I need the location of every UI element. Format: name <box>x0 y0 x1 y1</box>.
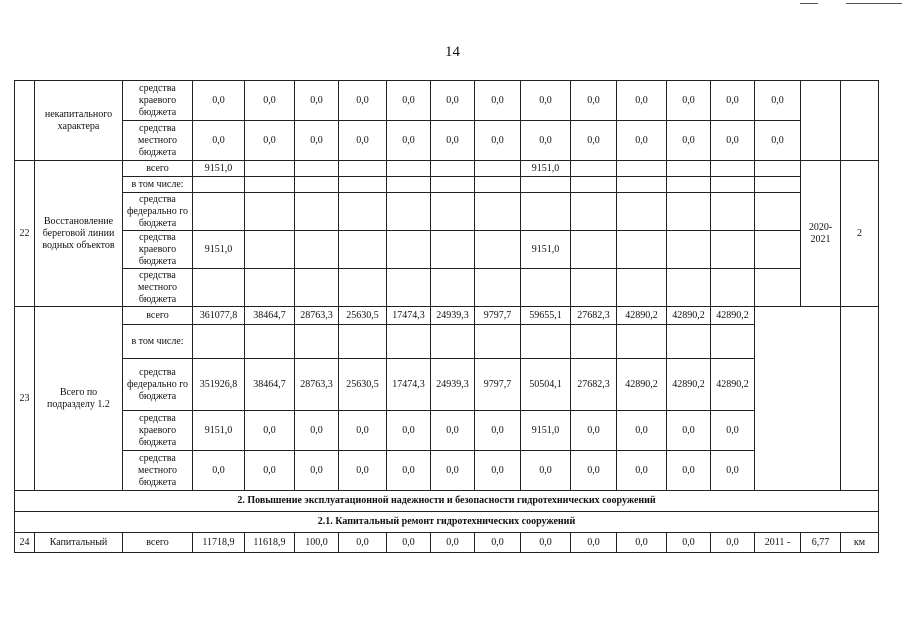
funding-source: средства местного бюджета <box>123 121 193 161</box>
value-cell <box>387 325 431 359</box>
value-cell: 42890,2 <box>667 359 711 411</box>
value-cell: 0,0 <box>617 451 667 491</box>
value-cell <box>387 193 431 231</box>
value-cell: 27682,3 <box>571 359 617 411</box>
value-cell <box>245 325 295 359</box>
value-cell <box>339 177 387 193</box>
page-number: 14 <box>445 44 460 60</box>
funding-source: в том числе: <box>123 177 193 193</box>
value-cell: 0,0 <box>339 81 387 121</box>
value-cell: 0,0 <box>521 81 571 121</box>
value-cell <box>667 161 711 177</box>
value-cell: 0,0 <box>617 533 667 553</box>
value-cell <box>711 161 755 177</box>
value-cell <box>295 269 339 307</box>
table-row <box>15 231 879 269</box>
value-cell: 0,0 <box>521 121 571 161</box>
value-cell <box>245 231 295 269</box>
value-cell: 38464,7 <box>245 359 295 411</box>
table-row <box>15 325 879 359</box>
value-cell <box>521 269 571 307</box>
row-number: 23 <box>15 307 35 491</box>
row-name: Капитальный <box>35 533 123 553</box>
period-cell: 2011 - <box>755 533 801 553</box>
table-row <box>15 359 879 411</box>
value-cell: 0,0 <box>431 533 475 553</box>
value-cell <box>571 161 617 177</box>
value-cell <box>667 325 711 359</box>
section-header-row <box>15 512 879 533</box>
value-cell: 0,0 <box>295 121 339 161</box>
quantity-cell <box>841 81 879 161</box>
value-cell <box>431 177 475 193</box>
value-cell <box>711 177 755 193</box>
section-title: 2.1. Капитальный ремонт гидротехнических сооружений <box>15 512 879 533</box>
value-cell: 0,0 <box>617 121 667 161</box>
value-cell: 0,0 <box>339 533 387 553</box>
value-cell <box>667 269 711 307</box>
funding-source: всего <box>123 307 193 325</box>
value-cell <box>617 177 667 193</box>
value-cell: 0,0 <box>711 533 755 553</box>
value-cell <box>755 269 801 307</box>
value-cell <box>617 161 667 177</box>
quantity-cell <box>841 307 879 491</box>
value-cell <box>431 161 475 177</box>
value-cell: 11718,9 <box>193 533 245 553</box>
value-cell: 0,0 <box>571 121 617 161</box>
value-cell: 9151,0 <box>521 411 571 451</box>
funding-source: в том числе: <box>123 325 193 359</box>
value-cell: 9797,7 <box>475 307 521 325</box>
table-row <box>15 307 879 325</box>
value-cell <box>295 193 339 231</box>
value-cell: 42890,2 <box>667 307 711 325</box>
value-cell <box>339 193 387 231</box>
value-cell: 0,0 <box>387 451 431 491</box>
value-cell <box>295 231 339 269</box>
value-cell <box>617 269 667 307</box>
funding-source: средства краевого бюджета <box>123 81 193 121</box>
value-cell <box>571 325 617 359</box>
value-cell <box>755 231 801 269</box>
value-cell <box>431 269 475 307</box>
value-cell: 0,0 <box>667 121 711 161</box>
value-cell: 0,0 <box>431 81 475 121</box>
table-row <box>15 177 879 193</box>
value-cell: 0,0 <box>667 411 711 451</box>
value-cell: 17474,3 <box>387 307 431 325</box>
value-cell: 28763,3 <box>295 307 339 325</box>
value-cell: 0,0 <box>295 451 339 491</box>
value-cell: 0,0 <box>617 411 667 451</box>
period-cell <box>755 307 841 491</box>
value-cell <box>617 231 667 269</box>
value-cell: 0,0 <box>711 411 755 451</box>
value-cell: 0,0 <box>339 451 387 491</box>
value-cell: 0,0 <box>571 451 617 491</box>
value-cell: 0,0 <box>295 411 339 451</box>
value-cell: 0,0 <box>571 533 617 553</box>
value-cell <box>571 269 617 307</box>
value-cell: 0,0 <box>387 411 431 451</box>
value-cell <box>431 193 475 231</box>
funding-source: средства краевого бюджета <box>123 231 193 269</box>
funding-source: средства местного бюджета <box>123 269 193 307</box>
value-cell: 17474,3 <box>387 359 431 411</box>
value-cell: 11618,9 <box>245 533 295 553</box>
value-cell: 0,0 <box>387 533 431 553</box>
value-cell: 25630,5 <box>339 359 387 411</box>
value-cell: 42890,2 <box>617 359 667 411</box>
value-cell: 0,0 <box>711 121 755 161</box>
value-cell <box>387 231 431 269</box>
funding-source: средства федерально го бюджета <box>123 193 193 231</box>
value-cell: 0,0 <box>475 121 521 161</box>
value-cell: 0,0 <box>475 533 521 553</box>
table-row <box>15 451 879 491</box>
value-cell: 0,0 <box>571 81 617 121</box>
value-cell: 0,0 <box>387 81 431 121</box>
value-cell <box>339 161 387 177</box>
quantity-cell: 2 <box>841 161 879 307</box>
value-cell: 27682,3 <box>571 307 617 325</box>
value-cell: 28763,3 <box>295 359 339 411</box>
value-cell <box>245 161 295 177</box>
value-cell: 361077,8 <box>193 307 245 325</box>
value-cell <box>295 161 339 177</box>
value-cell <box>193 325 245 359</box>
value-cell: 0,0 <box>245 411 295 451</box>
value-cell: 0,0 <box>193 81 245 121</box>
value-cell: 0,0 <box>475 411 521 451</box>
value-cell: 25630,5 <box>339 307 387 325</box>
value-cell: 0,0 <box>667 451 711 491</box>
value-cell: 0,0 <box>711 81 755 121</box>
section-title: 2. Повышение эксплуатационной надежности и безопасности гидротехнических сооружений <box>15 491 879 512</box>
value-cell <box>193 177 245 193</box>
decorative-line <box>800 3 818 4</box>
value-cell <box>521 193 571 231</box>
value-cell <box>431 325 475 359</box>
value-cell <box>387 177 431 193</box>
value-cell <box>711 231 755 269</box>
quantity-cell: 6,77 <box>801 533 841 553</box>
value-cell: 100,0 <box>295 533 339 553</box>
value-cell <box>571 177 617 193</box>
row-name: некапитального характера <box>35 81 123 161</box>
value-cell: 351926,8 <box>193 359 245 411</box>
value-cell <box>475 177 521 193</box>
value-cell: 0,0 <box>245 81 295 121</box>
value-cell <box>755 177 801 193</box>
value-cell <box>711 325 755 359</box>
value-cell: 9797,7 <box>475 359 521 411</box>
row-number <box>15 81 35 161</box>
value-cell <box>667 231 711 269</box>
value-cell: 0,0 <box>475 451 521 491</box>
row-number: 22 <box>15 161 35 307</box>
value-cell <box>755 193 801 231</box>
value-cell: 0,0 <box>755 81 801 121</box>
table-row <box>15 121 879 161</box>
section-header-row <box>15 491 879 512</box>
value-cell: 0,0 <box>339 121 387 161</box>
value-cell <box>339 325 387 359</box>
value-cell <box>475 161 521 177</box>
value-cell <box>339 231 387 269</box>
funding-source: средства федерально го бюджета <box>123 359 193 411</box>
value-cell <box>667 177 711 193</box>
value-cell: 9151,0 <box>193 231 245 269</box>
value-cell <box>475 325 521 359</box>
value-cell: 9151,0 <box>193 411 245 451</box>
table-row <box>15 161 879 177</box>
value-cell: 9151,0 <box>521 161 571 177</box>
value-cell <box>755 161 801 177</box>
table-row <box>15 193 879 231</box>
value-cell <box>387 269 431 307</box>
value-cell <box>617 325 667 359</box>
value-cell: 0,0 <box>755 121 801 161</box>
value-cell: 9151,0 <box>193 161 245 177</box>
value-cell <box>475 269 521 307</box>
decorative-line <box>846 3 902 4</box>
value-cell: 0,0 <box>711 451 755 491</box>
value-cell: 59655,1 <box>521 307 571 325</box>
value-cell: 0,0 <box>571 411 617 451</box>
value-cell: 0,0 <box>245 121 295 161</box>
value-cell <box>617 193 667 231</box>
budget-table <box>14 80 879 553</box>
funding-source: всего <box>123 533 193 553</box>
value-cell: 42890,2 <box>711 359 755 411</box>
value-cell <box>571 231 617 269</box>
value-cell <box>295 325 339 359</box>
value-cell: 0,0 <box>431 451 475 491</box>
table-row <box>15 81 879 121</box>
value-cell: 42890,2 <box>711 307 755 325</box>
row-name: Всего по подразделу 1.2 <box>35 307 123 491</box>
period-cell <box>801 81 841 161</box>
value-cell <box>245 269 295 307</box>
value-cell <box>431 231 475 269</box>
value-cell <box>521 325 571 359</box>
value-cell: 0,0 <box>387 121 431 161</box>
value-cell <box>295 177 339 193</box>
value-cell: 50504,1 <box>521 359 571 411</box>
funding-source: средства местного бюджета <box>123 451 193 491</box>
row-name: Восстановление береговой линии водных объектов <box>35 161 123 307</box>
table-row <box>15 269 879 307</box>
value-cell: 9151,0 <box>521 231 571 269</box>
value-cell: 0,0 <box>193 451 245 491</box>
value-cell <box>667 193 711 231</box>
funding-source: средства краевого бюджета <box>123 411 193 451</box>
value-cell: 0,0 <box>667 533 711 553</box>
value-cell <box>711 193 755 231</box>
value-cell: 0,0 <box>475 81 521 121</box>
unit-cell: км <box>841 533 879 553</box>
value-cell: 0,0 <box>667 81 711 121</box>
value-cell: 0,0 <box>193 121 245 161</box>
value-cell <box>387 161 431 177</box>
value-cell <box>339 269 387 307</box>
table-row <box>15 411 879 451</box>
value-cell <box>711 269 755 307</box>
value-cell <box>571 193 617 231</box>
value-cell <box>193 193 245 231</box>
value-cell <box>193 269 245 307</box>
value-cell: 0,0 <box>521 451 571 491</box>
row-number: 24 <box>15 533 35 553</box>
value-cell: 42890,2 <box>617 307 667 325</box>
value-cell <box>245 177 295 193</box>
value-cell: 0,0 <box>617 81 667 121</box>
value-cell <box>245 193 295 231</box>
table-row <box>15 533 879 553</box>
value-cell: 0,0 <box>431 411 475 451</box>
value-cell <box>475 193 521 231</box>
funding-source: всего <box>123 161 193 177</box>
value-cell: 38464,7 <box>245 307 295 325</box>
value-cell <box>521 177 571 193</box>
value-cell: 0,0 <box>521 533 571 553</box>
value-cell: 24939,3 <box>431 307 475 325</box>
value-cell: 24939,3 <box>431 359 475 411</box>
value-cell: 0,0 <box>245 451 295 491</box>
value-cell: 0,0 <box>295 81 339 121</box>
period-cell: 2020- 2021 <box>801 161 841 307</box>
value-cell: 0,0 <box>431 121 475 161</box>
value-cell <box>475 231 521 269</box>
value-cell: 0,0 <box>339 411 387 451</box>
